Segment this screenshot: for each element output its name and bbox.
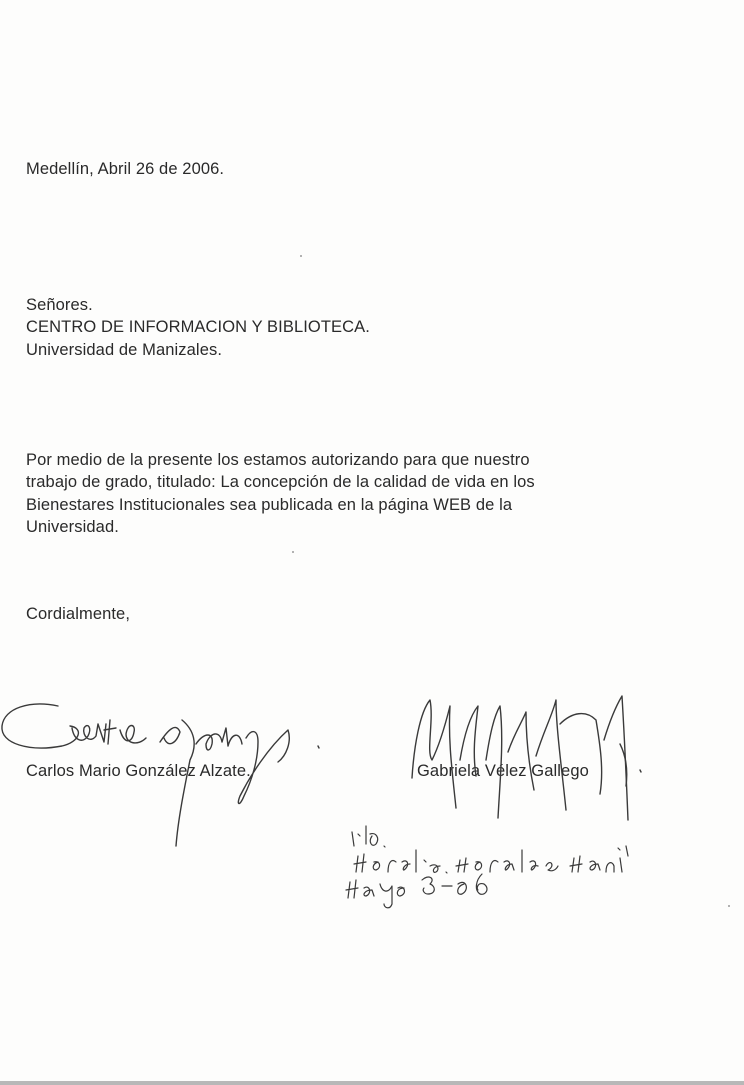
signatory-name-1: Carlos Mario González Alzate. — [26, 762, 251, 780]
signature-gabriela — [412, 696, 641, 820]
date-line: Medellín, Abril 26 de 2006. — [26, 160, 225, 178]
body-line-1: Por medio de la presente los estamos autorizando para que nuestro — [26, 451, 530, 469]
salutation: Señores. — [26, 296, 93, 314]
paper-speck — [728, 905, 730, 907]
body-line-4: Universidad. — [26, 518, 119, 536]
body-line-3: Bienestares Institucionales sea publicada en la página WEB de la — [26, 496, 513, 514]
paper-speck — [292, 551, 294, 553]
closing: Cordialmente, — [26, 605, 131, 623]
signatory-name-2: Gabriela Vélez Gallego — [417, 762, 589, 780]
recipient-university: Universidad de Manizales. — [26, 341, 223, 359]
recipient-org: CENTRO DE INFORMACION Y BIBLIOTECA. — [26, 318, 370, 336]
scan-bottom-edge — [0, 1081, 744, 1085]
paper-speck — [300, 255, 302, 257]
body-line-2: trabajo de grado, titulado: La concepción de la calidad de vida en los — [26, 473, 535, 491]
approval-note — [346, 826, 628, 908]
